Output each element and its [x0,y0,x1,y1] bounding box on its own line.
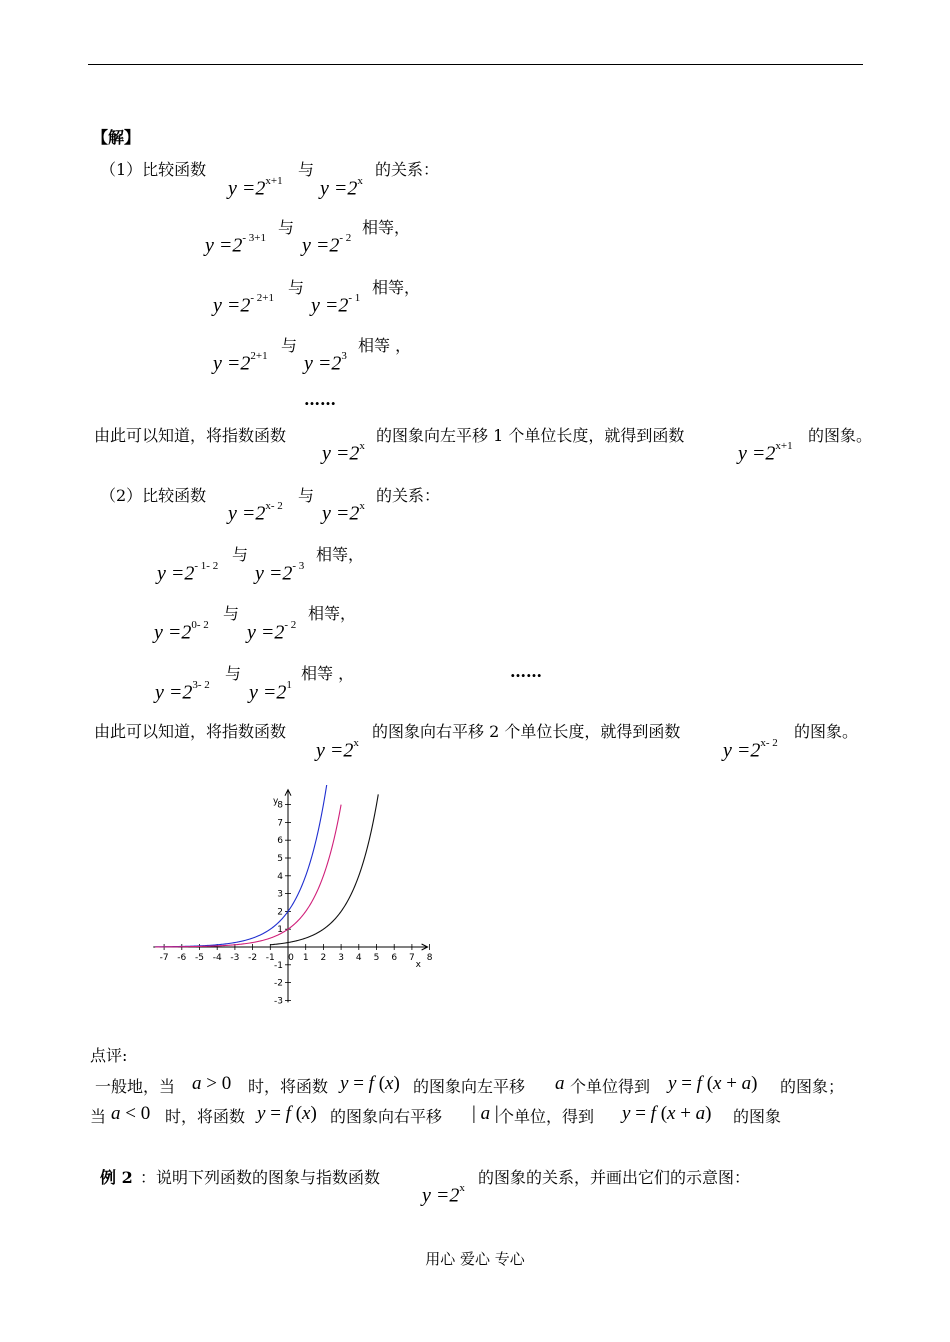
curve-series-0 [155,785,327,947]
p1-row1-tail: 相等， [362,218,411,237]
example2-func: $y =2^x$ [422,1182,465,1207]
y-tick-label: 1 [277,925,283,936]
x-tick-label: 7 [409,953,415,963]
x-tick-label: -2 [248,953,258,963]
review-l1-d: 个单位得到 [570,1077,651,1096]
review-l1-cond: a > 0 [192,1073,232,1094]
graph-axes [153,790,427,1003]
p2-row2-rhs: $y =2^{- 2}$ [247,619,297,644]
y-tick-label: -3 [274,996,283,1007]
p2-row1-lhs: $y =2^{- 1- 2}$ [157,560,219,585]
review-l1-b: 时，将函数 [248,1077,329,1096]
p2-intro: （2）比较函数 [100,486,207,505]
p2-with: 与 [298,486,315,505]
x-tick-label: 1 [302,953,309,963]
review-l2-cond: a < 0 [111,1103,151,1124]
p1-row3-rhs: $y =2^3$ [304,350,347,375]
y-tick-label: 5 [277,854,283,864]
p2-relation: 的关系： [376,486,441,505]
review-l2-b: 时，将函数 [165,1107,246,1126]
p1-row3-lhs: $y =2^{2+1}$ [213,350,268,375]
x-tick-label: 6 [391,953,398,963]
y-axis-label: y [273,796,279,807]
review-l2-func: y = f (x) [257,1103,317,1124]
p1-row1-with: 与 [278,218,295,237]
curve-series-1 [155,805,341,947]
curve-series-2 [270,794,378,944]
p2-row1-tail: 相等， [316,545,365,564]
p1-row3-with: 与 [281,336,298,355]
review-l2-abs-a: | a | [472,1103,499,1124]
p2-row1-rhs: $y =2^{- 3}$ [255,560,305,585]
review-l1-a-var: a [555,1073,565,1094]
review-l2-e: 的图象 [733,1107,782,1126]
p1-row3-tail: 相等 ， [358,336,412,355]
p2-conclusion-c: 的图象。 [794,722,859,741]
y-tick-label: 3 [277,889,283,900]
review-l2-d: 个单位，得到 [498,1107,595,1126]
example2-text-b: 的图象的关系，并画出它们的示意图： [478,1168,751,1187]
p1-row1-rhs: $y =2^{- 2}$ [302,232,352,257]
y-tick-label: 8 [277,800,283,811]
review-l1-result: y = f (x + a) [668,1073,758,1094]
p1-conclusion-b: 的图象向左平移 1 个单位长度，就得到函数 [376,426,685,445]
x-tick-label: 3 [338,953,344,963]
y-tick-label: 7 [277,818,283,829]
y-tick-label: 4 [277,871,283,882]
y-tick-label: -2 [274,978,283,989]
exponential-graph [140,785,440,1015]
p1-with: 与 [298,160,315,179]
review-label: 点评: [90,1046,128,1065]
p1-relation: 的关系： [375,160,440,179]
p1-row2-tail: 相等， [372,278,421,297]
p2-row2-with: 与 [223,604,240,623]
x-tick-label: 4 [355,953,362,963]
p1-intro: （1）比较函数 [100,160,207,179]
review-l2-a: 当 [90,1107,107,1126]
review-l1-e: 的图象； [780,1077,845,1096]
x-tick-label: -7 [159,953,169,963]
x-tick-label: -6 [177,953,187,963]
p1-row2-with: 与 [288,278,305,297]
p2-func-base: $y =2^x$ [322,500,365,525]
y-tick-label: 6 [277,836,283,847]
example2-label: 例 2 [100,1168,133,1187]
p2-row3-rhs: $y =2^1$ [249,679,292,704]
review-l1-func: y = f (x) [340,1073,400,1094]
p2-row1-with: 与 [232,545,249,564]
review-l2-c: 的图象向右平移 [330,1107,443,1126]
p1-row2-lhs: $y =2^{- 2+1}$ [213,292,274,317]
review-l1-a: 一般地，当 [95,1077,176,1096]
y-tick-label: 2 [277,907,283,918]
p2-conclusion-b: 的图象向右平移 2 个单位长度，就得到函数 [372,722,681,741]
x-tick-label: -4 [212,953,222,963]
x-tick-label: 2 [320,953,327,963]
y-tick-label: -1 [274,960,283,971]
p2-row3-lhs: $y =2^{3- 2}$ [155,679,210,704]
p1-conclusion-c: 的图象。 [808,426,873,445]
graph-curves [155,785,378,947]
p2-row2-tail: 相等， [308,604,357,623]
p2-func-shifted: $y =2^{x- 2}$ [228,500,283,525]
header-rule [88,64,863,65]
graph-ticks [160,801,433,1007]
p2-ellipsis: …… [510,662,542,681]
x-tick-label: -5 [195,953,204,963]
p2-row3-tail: 相等 ， [301,664,355,683]
p1-func-base: $y =2^x$ [320,175,363,200]
x-tick-label: -1 [265,953,275,963]
x-axis-label: x [415,960,421,970]
p1-row2-rhs: $y =2^{- 1}$ [311,292,361,317]
x-tick-label: 5 [373,953,380,963]
solution-label: 【解】 [92,128,141,147]
p1-func-shifted: $y =2^{x+1}$ [228,175,283,200]
p2-row2-lhs: $y =2^{0- 2}$ [154,619,209,644]
x-tick-label: 0 [288,953,294,963]
p1-concl-func-base: $y =2^x$ [322,440,365,465]
p2-concl-func-shifted: $y =2^{x- 2}$ [723,737,778,762]
page-footer: 用心 爱心 专心 [425,1250,525,1268]
example2-text-a: ：说明下列函数的图象与指数函数 [140,1168,381,1187]
x-tick-label: -3 [230,953,240,963]
review-l1-c: 的图象向左平移 [413,1077,526,1096]
p1-conclusion-a: 由此可以知道，将指数函数 [94,426,287,445]
p1-row1-lhs: $y =2^{- 3+1}$ [205,232,266,257]
p1-ellipsis: …… [304,390,336,409]
p2-conclusion-a: 由此可以知道，将指数函数 [94,722,287,741]
review-l2-result: y = f (x + a) [622,1103,712,1124]
p2-row3-with: 与 [225,664,242,683]
p2-concl-func-base: $y =2^x$ [316,737,359,762]
p1-concl-func-shifted: $y =2^{x+1}$ [738,440,793,465]
x-tick-label: 8 [426,953,433,963]
